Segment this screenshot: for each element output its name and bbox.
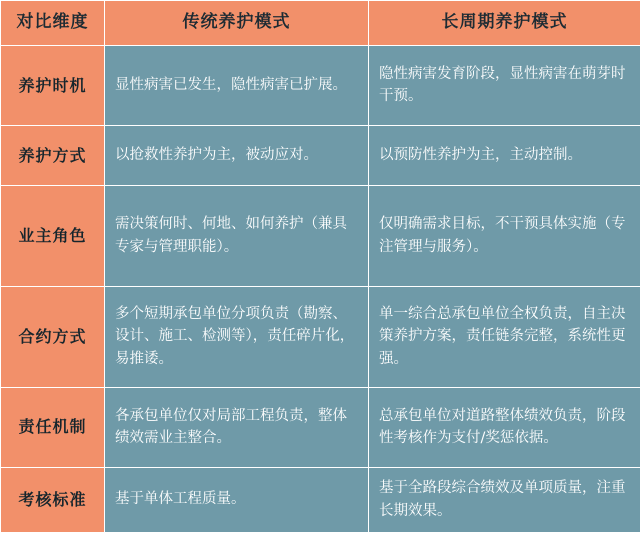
row-traditional-value: 以抢救性养护为主，被动应对。 — [105, 126, 369, 186]
row-traditional-value: 多个短期承包单位分项负责（勘察、设计、施工、检测等），责任碎片化，易推诿。 — [105, 286, 369, 387]
row-label: 养护时机 — [1, 46, 105, 126]
row-long-cycle-value: 隐性病害发育阶段，显性病害在萌芽时干预。 — [369, 46, 640, 126]
table-row — [1, 126, 640, 186]
table-row — [1, 186, 640, 287]
row-long-cycle-value: 基于全路段综合绩效及单项质量，注重长期效果。 — [369, 468, 640, 533]
table-header-long-cycle: 长周期养护模式 — [369, 1, 640, 46]
row-label: 合约方式 — [1, 286, 105, 387]
row-long-cycle-value: 单一综合总承包单位全权负责，自主决策养护方案，责任链条完整，系统性更强。 — [369, 286, 640, 387]
table-row — [1, 286, 640, 387]
table-row — [1, 46, 640, 126]
row-label: 业主角色 — [1, 186, 105, 287]
table-row — [1, 387, 640, 467]
table-row — [1, 468, 640, 533]
row-long-cycle-value: 仅明确需求目标，不干预具体实施（专注管理与服务）。 — [369, 186, 640, 287]
table-header-dimension: 对比维度 — [1, 1, 105, 46]
row-traditional-value: 各承包单位仅对局部工程负责，整体绩效需业主整合。 — [105, 387, 369, 467]
row-long-cycle-value: 以预防性养护为主，主动控制。 — [369, 126, 640, 186]
row-long-cycle-value: 总承包单位对道路整体绩效负责，阶段性考核作为支付/奖惩依据。 — [369, 387, 640, 467]
row-traditional-value: 显性病害已发生，隐性病害已扩展。 — [105, 46, 369, 126]
table-header-traditional: 传统养护模式 — [105, 1, 369, 46]
row-label: 考核标准 — [1, 468, 105, 533]
row-label: 责任机制 — [1, 387, 105, 467]
row-traditional-value: 需决策何时、何地、如何养护（兼具专家与管理职能）。 — [105, 186, 369, 287]
table-header-row — [1, 1, 640, 46]
row-traditional-value: 基于单体工程质量。 — [105, 468, 369, 533]
row-label: 养护方式 — [1, 126, 105, 186]
